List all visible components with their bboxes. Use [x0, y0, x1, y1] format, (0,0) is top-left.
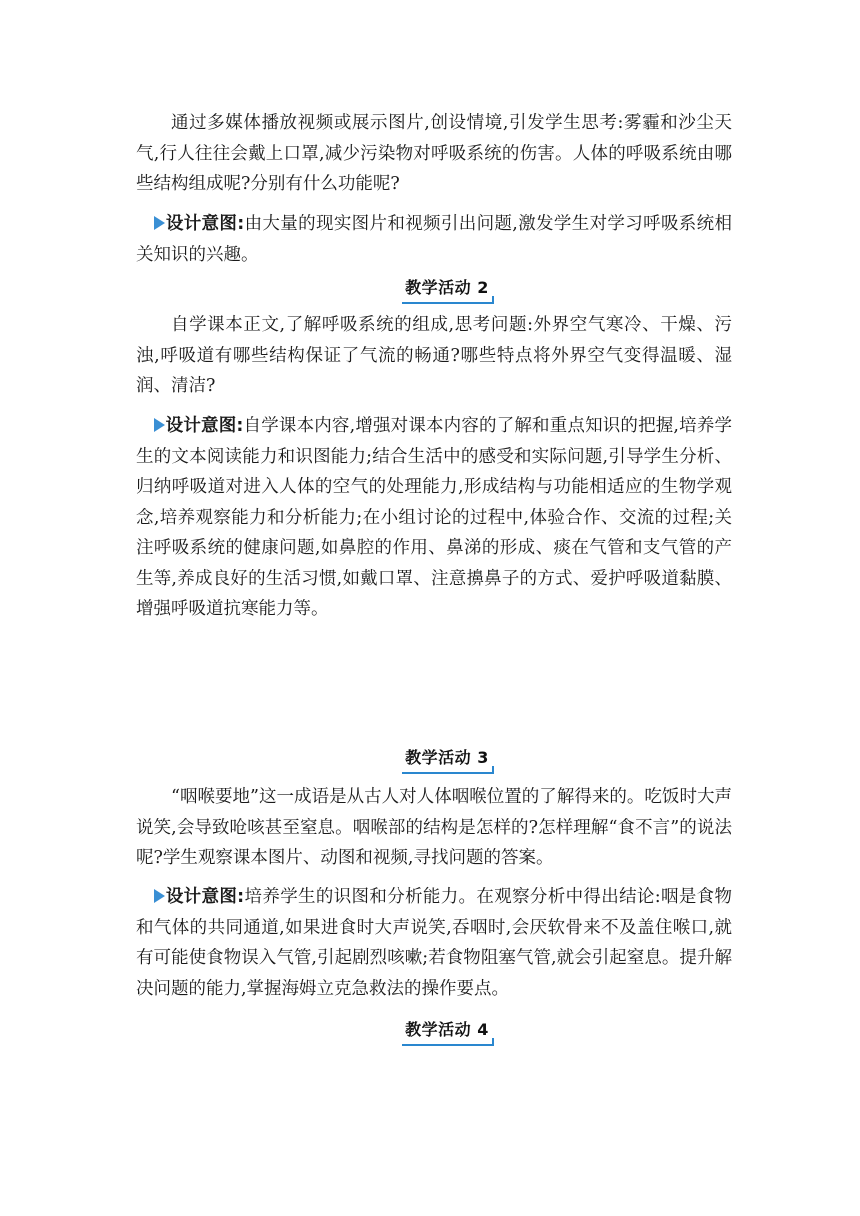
design-intent-text: 培养学生的识图和分析能力。在观察分析中得出结论:咽是食物和气体的共同通道,如果进食时大声说笑,吞咽时,会厌软骨来不及盖住喉口,就有可能使食物误入气管,引起剧烈咳嗽;若食物阻塞气管,就会引起窒息。提升解决问题的能力,掌握海姆立克急救法的操作要点。 — [136, 887, 732, 999]
design-intent-text: 自学课本内容,增强对课本内容的了解和重点知识的把握,培养学生的文本阅读能力和识图能力;结合生活中的感受和实际问题,引导学生分析、归纳呼吸道对进入人体的空气的处理能力,形成结构与功能相适应的生物学观念,培养观察能力和分析能力;在小组讨论的过程中,体验合作、交流的过程;关注呼吸系统的健康问题,如鼻腔的作用、鼻涕的形成、痰在气管和支气管的产生等,养成良好的生活习惯,如戴口罩、注意擤鼻子的方式、爱护呼吸道黏膜、增强呼吸道抗寒能力等。 — [136, 416, 733, 619]
heading-underline-hook — [492, 1038, 494, 1046]
heading-underline-hook — [492, 766, 494, 774]
heading-underline — [402, 302, 494, 304]
design-intent-2 — [136, 411, 732, 625]
activity-3-heading — [400, 746, 494, 776]
activity-2-heading — [400, 276, 494, 306]
activity-3-title: 教学活动 3 — [405, 748, 489, 767]
triangle-marker-icon — [154, 889, 165, 903]
design-intent-1 — [136, 209, 732, 270]
design-intent-text: 由大量的现实图片和视频引出问题,激发学生对学习呼吸系统相关知识的兴趣。 — [136, 214, 732, 265]
activity-4-heading — [400, 1018, 494, 1048]
design-intent-3 — [136, 882, 732, 1004]
heading-underline-hook — [492, 296, 494, 304]
activity-2-paragraph: 自学课本正文,了解呼吸系统的组成,思考问题:外界空气寒冷、干燥、污浊,呼吸道有哪些结构保证了气流的畅通?哪些特点将外界空气变得温暖、湿润、清洁? — [136, 315, 732, 396]
design-intent-label: 设计意图: — [165, 887, 245, 907]
activity-3-paragraph: “咽喉要地”这一成语是从古人对人体咽喉位置的了解得来的。吃饭时大声说笑,会导致呛咳甚至窒息。咽喉部的结构是怎样的?怎样理解“食不言”的说法呢?学生观察课本图片、动图和视频,寻找问题的答案。 — [136, 787, 732, 868]
heading-underline — [402, 772, 494, 774]
heading-underline — [402, 1044, 494, 1046]
design-intent-label: 设计意图: — [165, 214, 245, 234]
activity-2-title: 教学活动 2 — [405, 278, 489, 297]
triangle-marker-icon — [154, 418, 165, 432]
activity-4-title: 教学活动 4 — [405, 1020, 489, 1039]
intro-paragraph: 通过多媒体播放视频或展示图片,创设情境,引发学生思考:雾霾和沙尘天气,行人往往会戴上口罩,减少污染物对呼吸系统的伤害。人体的呼吸系统由哪些结构组成呢?分别有什么功能呢? — [136, 113, 732, 194]
design-intent-label: 设计意图: — [165, 416, 244, 436]
triangle-marker-icon — [154, 216, 165, 230]
